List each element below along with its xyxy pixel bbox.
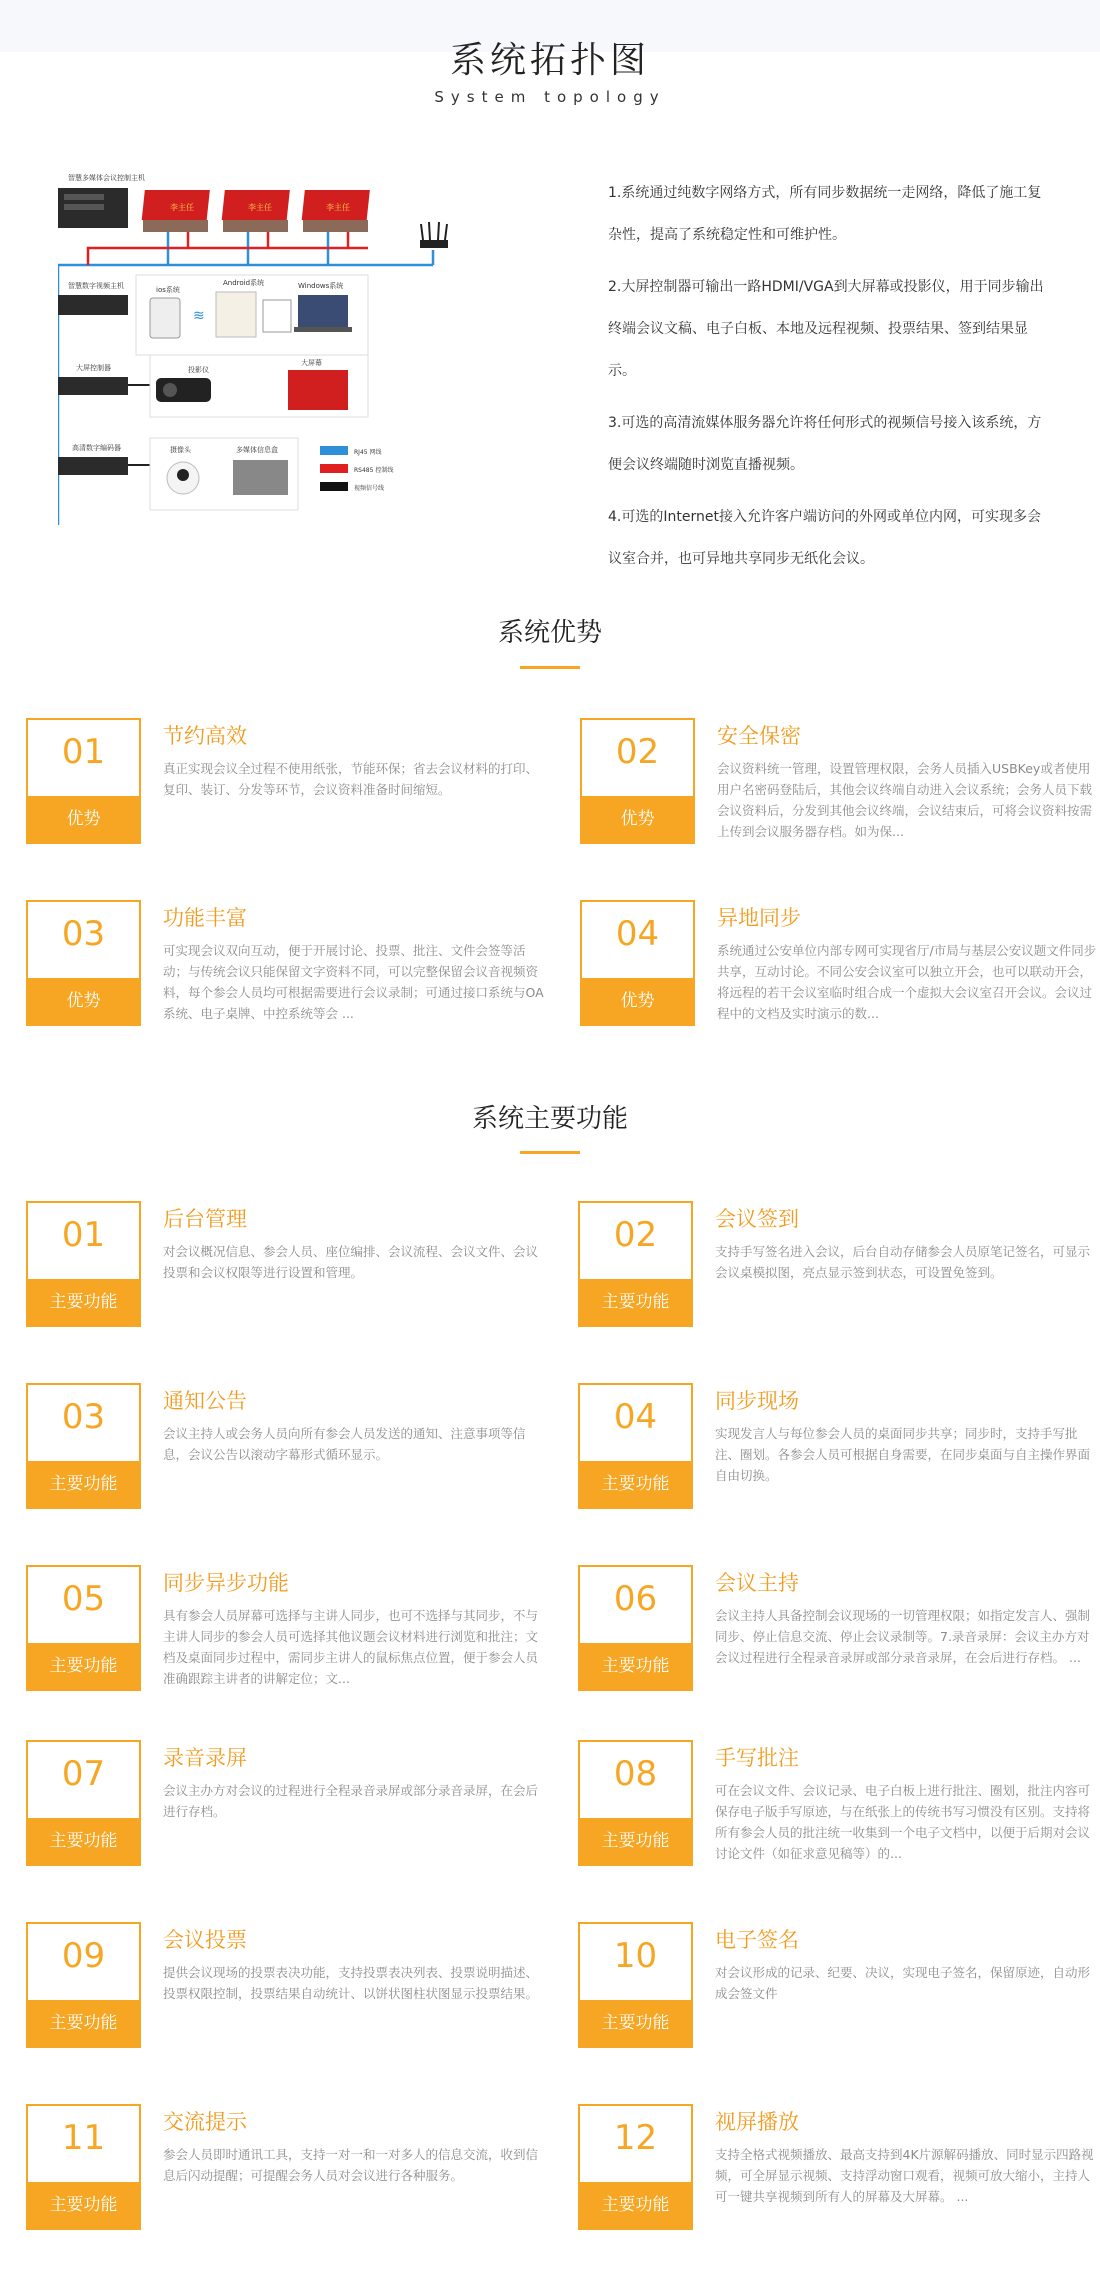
card-title: 手写批注 (715, 1746, 799, 1770)
topology-diagram (58, 160, 558, 540)
number-badge (26, 1201, 141, 1327)
svg-text:≋: ≋ (193, 308, 205, 324)
legend-red: RS485 控制线 (354, 467, 394, 474)
card-title: 会议主持 (715, 1571, 799, 1595)
topology-paragraph: 2.大屏控制器可输出一路HDMI/VGA到大屏幕或投影仪，用于同步输出终端会议文稿、电子白板、本地及远程视频、投票结果、签到结果显示。 (608, 279, 1044, 379)
number-badge (578, 1922, 693, 2048)
screen-controller-device (58, 377, 128, 395)
topology-description (608, 172, 1048, 590)
card-description: 系统通过公安单位内部专网可实现省厅/市局与基层公安议题文件同步共享，互动讨论。不同公安会议室可以独立开会，也可以联动开会，将远程的若干会议室临时组合成一个虚拟大会议室召开会议。会议过程中的文档及实时演示的数... (717, 943, 1097, 1021)
card-number: 09 (61, 1936, 106, 1976)
svg-text:高清数字编码器: 高清数字编码器 (72, 444, 121, 452)
card-number: 12 (613, 2118, 658, 2158)
card-title: 节约高效 (163, 724, 247, 748)
card-tag: 主要功能 (28, 1643, 139, 1689)
advantages-underline (520, 666, 580, 669)
encoder-device (58, 457, 128, 475)
function-card (578, 1922, 1091, 2052)
card-description: 提供会议现场的投票表决功能，支持投票表决列表、投票说明描述、投票权限控制，投票结果自动统计、以饼状图柱状图显示投票结果。 (163, 1965, 539, 2001)
card-tag: 主要功能 (28, 1818, 139, 1864)
topology-title: 系统拓扑图 (449, 40, 650, 81)
functions-underline (520, 1151, 580, 1154)
function-card (26, 1740, 539, 1870)
advantages-title: 系统优势 (497, 618, 602, 648)
card-tag: 主要功能 (580, 2000, 691, 2046)
legend-blue: RJ45 网线 (354, 449, 382, 456)
svg-text:李主任: 李主任 (248, 203, 272, 212)
legend-black: 视频信号线 (354, 485, 385, 492)
svg-text:Windows系统: Windows系统 (298, 282, 344, 290)
svg-text:投影仪: 投影仪 (188, 366, 209, 374)
number-badge (578, 1383, 693, 1509)
number-badge (26, 1383, 141, 1509)
function-card (26, 1922, 539, 2052)
card-number: 04 (613, 1397, 658, 1437)
card-description: 会议资料统一管理，设置管理权限，会务人员插入USBKey或者使用用户名密码登陆后，其他会议终端自动进入会议系统；会务人员下载会议资料后，分发到其他会议终端，会议结束后，可将会议资料按需上传到会议服务器存档。如为保... (717, 761, 1093, 839)
function-card (26, 1201, 539, 1331)
number-badge (578, 1201, 693, 1327)
function-card (26, 1383, 536, 1513)
number-badge (578, 2104, 693, 2230)
number-badge (26, 1740, 141, 1866)
card-title: 会议签到 (715, 1207, 799, 1231)
card-number: 02 (613, 1215, 658, 1255)
number-badge (26, 1565, 141, 1691)
card-title: 会议投票 (163, 1928, 247, 1952)
card-tag: 主要功能 (580, 1461, 691, 1507)
svg-text:大屏幕: 大屏幕 (301, 359, 322, 367)
card-tag: 主要功能 (28, 2182, 139, 2228)
svg-text:ios系统: ios系统 (156, 286, 180, 294)
card-description: 会议主持人具备控制会议现场的一切管理权限；如指定发言人、强制同步、停止信息交流、停止会议录制等。7.录音录屏：会议主办方对会议过程进行全程录音录屏或部分录音录屏，在会后进行存档。 ... (715, 1608, 1091, 1665)
function-card (578, 1383, 1091, 1513)
video-host-device (58, 295, 128, 315)
number-badge (578, 1740, 693, 1866)
topology-paragraph: 4.可选的Internet接入允许客户端访问的外网或单位内网，可实现多会议室合并，也可异地共享同步无纸化会议。 (608, 509, 1041, 567)
card-title: 同步现场 (715, 1389, 799, 1413)
number-badge: 02 优势 (580, 718, 695, 844)
svg-text:李主任: 李主任 (326, 203, 350, 212)
card-description: 实现发言人与每位参会人员的桌面同步共享；同步时，支持手写批注、圈划。各参会人员可根据自身需要，在同步桌面与自主操作界面自由切换。 (715, 1426, 1091, 1483)
svg-text:大屏控制器: 大屏控制器 (76, 364, 111, 372)
card-number: 06 (613, 1579, 658, 1619)
number-badge (26, 2104, 141, 2230)
router-icon (420, 222, 448, 248)
terminal-3 (302, 190, 370, 232)
svg-text:多媒体信息盒: 多媒体信息盒 (236, 446, 278, 454)
card-number: 07 (61, 1754, 106, 1794)
card-description: 真正实现会议全过程不使用纸张，节能环保；省去会议材料的打印、复印、装订、分发等环节，会议资料准备时间缩短。 (163, 761, 539, 797)
card-title: 电子签名 (715, 1928, 799, 1952)
number-badge (578, 1565, 693, 1691)
card-description: 会议主办方对会议的过程进行全程录音录屏或部分录音录屏，在会后进行存档。 (163, 1783, 539, 1819)
card-tag: 主要功能 (28, 2000, 139, 2046)
function-card (578, 1565, 1091, 1695)
number-badge: 01 优势 (26, 718, 141, 844)
topology-paragraph: 1.系统通过纯数字网络方式，所有同步数据统一走网络，降低了施工复杂性，提高了系统稳定性和可维护性。 (608, 185, 1042, 243)
svg-text:李主任: 李主任 (170, 203, 194, 212)
terminal-2 (222, 190, 290, 232)
advantage-card (580, 900, 1097, 1030)
svg-text:智慧数字视频主机: 智慧数字视频主机 (68, 282, 124, 290)
card-description: 会议主持人或会务人员向所有参会人员发送的通知、注意事项等信息，会议公告以滚动字幕形式循环显示。 (163, 1426, 526, 1462)
card-number: 08 (613, 1754, 658, 1794)
topology-subtitle: System topology (434, 88, 666, 106)
card-tag: 主要功能 (580, 1818, 691, 1864)
card-description: 对会议概况信息、参会人员、座位编排、会议流程、会议文件、会议投票和会议权限等进行设置和管理。 (163, 1244, 539, 1280)
card-title: 录音录屏 (163, 1746, 247, 1770)
svg-text:Android系统: Android系统 (223, 279, 265, 287)
card-description: 支持全格式视频播放、最高支持到4K片源解码播放、同时显示四路视频，可全屏显示视频、支持浮动窗口观看，视频可放大缩小，主持人可一键共享视频到所有人的屏幕及大屏幕。 ... (715, 2147, 1094, 2204)
advantage-card (26, 718, 539, 848)
card-tag: 主要功能 (28, 1279, 139, 1325)
card-tag: 主要功能 (28, 1461, 139, 1507)
card-title: 同步异步功能 (163, 1571, 289, 1595)
card-number: 03 (61, 1397, 106, 1437)
card-description: 具有参会人员屏幕可选择与主讲人同步，也可不选择与其同步，不与主讲人同步的参会人员可选择其他议题会议材料进行浏览和批注；文档及桌面同步过程中，需同步主讲人的鼠标焦点位置，便于参会人员准确跟踪主讲者的讲解定位；文... (163, 1608, 539, 1686)
function-card (578, 2104, 1094, 2234)
card-title: 视屏播放 (715, 2110, 799, 2134)
card-title: 功能丰富 (163, 906, 247, 930)
card-number: 10 (613, 1936, 658, 1976)
card-title: 安全保密 (717, 724, 801, 748)
card-number: 01 (61, 1215, 106, 1255)
svg-text:摄像头: 摄像头 (170, 446, 191, 454)
multimedia-box-icon (233, 460, 288, 495)
card-number: 05 (61, 1579, 106, 1619)
advantage-card (26, 900, 544, 1030)
card-description: 可在会议文件、会议记录、电子白板上进行批注、圈划，批注内容可保存电子版手写原迹，与在纸张上的传统书写习惯没有区别。支持将所有参会人员的批注统一收集到一个电子文档中，以便于后期对会议讨论文件（如征求意见稿等）的... (715, 1783, 1091, 1861)
number-badge: 03 优势 (26, 900, 141, 1026)
card-tag: 主要功能 (580, 2182, 691, 2228)
functions-title: 系统主要功能 (471, 1104, 628, 1134)
number-badge (26, 1922, 141, 2048)
card-tag: 主要功能 (580, 1279, 691, 1325)
card-description: 支持手写签名进入会议，后台自动存储参会人员原笔记签名，可显示会议桌模拟图，亮点显示签到状态，可设置免签到。 (715, 1244, 1091, 1280)
card-tag: 主要功能 (580, 1643, 691, 1689)
card-title: 通知公告 (163, 1389, 247, 1413)
card-title: 后台管理 (163, 1207, 247, 1231)
number-badge: 04 优势 (580, 900, 695, 1026)
card-description: 参会人员即时通讯工具，支持一对一和一对多人的信息交流，收到信息后闪动提醒；可提醒会务人员对会议进行各种服务。 (163, 2147, 539, 2183)
terminal-1 (142, 190, 210, 232)
card-number: 11 (61, 2118, 106, 2158)
card-title: 交流提示 (163, 2110, 247, 2134)
function-card (578, 1740, 1091, 1870)
card-description: 可实现会议双向互动，便于开展讨论、投票、批注、文件会签等活动；与传统会议只能保留文字资料不同，可以完整保留会议音视频资料，每个参会人员均可根据需要进行会议录制；可通过接口系统与OA系统、电子桌牌、中控系统等会 ... (163, 943, 544, 1021)
function-card (26, 2104, 539, 2234)
host-label: 智慧多媒体会议控制主机 (68, 174, 145, 182)
advantage-card (580, 718, 1093, 848)
topology-paragraph: 3.可选的高清流媒体服务器允许将任何形式的视频信号接入该系统，方便会议终端随时浏览直播视频。 (608, 415, 1042, 473)
big-screen-icon (288, 370, 348, 410)
function-card (578, 1201, 1091, 1331)
card-title: 异地同步 (717, 906, 801, 930)
function-card (26, 1565, 539, 1695)
card-description: 对会议形成的记录、纪要、决议，实现电子签名，保留原迹，自动形成会签文件 (715, 1965, 1091, 2001)
